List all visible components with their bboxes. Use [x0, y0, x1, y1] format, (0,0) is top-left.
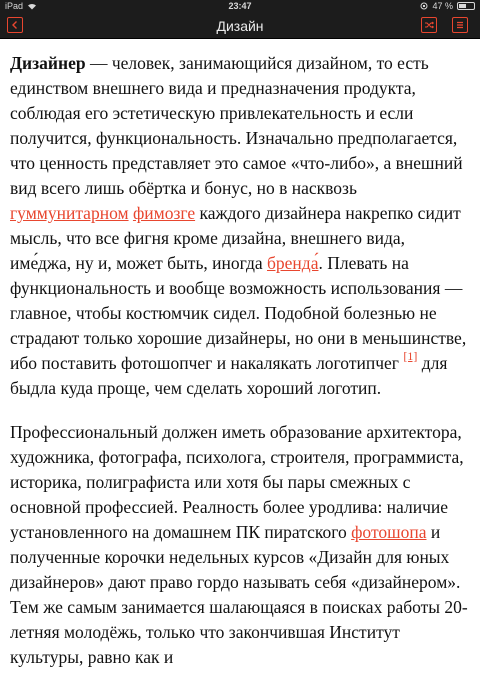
link-fotoshopa[interactable]: фотошопа	[351, 522, 427, 542]
status-bar	[0, 0, 480, 14]
paragraph-2	[10, 420, 470, 670]
menu-button[interactable]	[452, 17, 468, 33]
battery-fill	[459, 4, 466, 8]
text-span: и полученные корочки недельных курсов «Дизайн для юных дизайнеров» дают право гордо называть себя «дизайнером». Тем же самым занимается шалающаяся в поисках работы 20-летняя молодёжь, только что закончившая Институт культуры, равно как и	[10, 522, 468, 667]
device-label: iPad	[5, 1, 24, 11]
battery-icon	[457, 2, 475, 10]
battery-percent: 47 %	[432, 1, 453, 11]
text-span: для быдла куда проще, чем сделать хороший логотип.	[10, 353, 448, 398]
orientation-lock-icon	[420, 2, 428, 10]
text-span: — человек, занимающийся дизайном, то есть единством внешнего вида и предназначения продукта, соблюдая его эстетическую привлекательность и если получится, функциональность. Изначально предполагается, что ценность представляет это самое «что-либо», а внешний вид всего лишь обёртка и бонус, но в насквозь	[10, 53, 463, 198]
text-span: . Плевать на функциональность и вообще возможность использования — главное, чтобы костюмчик сидел. Подобной болезнью не страдают только хорошие дизайнеры, но они в меньшинстве, ибо поставить фотошопчег и накалякать логотипчег	[10, 253, 467, 373]
term-bold: Дизайнер	[10, 53, 86, 73]
link-fimozge[interactable]: фимозге	[132, 203, 196, 223]
shuffle-icon	[424, 20, 434, 30]
random-article-button[interactable]	[421, 17, 437, 33]
paragraph-1	[10, 51, 470, 401]
page-title: Дизайн	[216, 18, 264, 34]
text-span: Профессиональный должен иметь образование архитектора, художника, фотографа, психолога, строителя, программиста, историка, полиграфиста или хотя бы пары смежных с основной профессией. Реалность более уродлива: наличие установленного на домашнем ПК пиратского	[10, 422, 464, 542]
status-right	[420, 1, 475, 11]
link-brenda[interactable]: бренда́	[267, 253, 319, 273]
article-content	[10, 51, 470, 689]
menu-icon	[455, 20, 465, 30]
link-gummunitarnom[interactable]: гуммунитарном	[10, 203, 129, 223]
nav-bar	[0, 14, 480, 39]
footnote-ref-1[interactable]: [1]	[403, 349, 418, 363]
status-time: 23:47	[228, 1, 252, 11]
text-span: каждого дизайнера накрепко сидит мысль, что все фигня кроме дизайна, внешнего вида, име́джа, ну и, может быть, иногда	[10, 203, 461, 273]
